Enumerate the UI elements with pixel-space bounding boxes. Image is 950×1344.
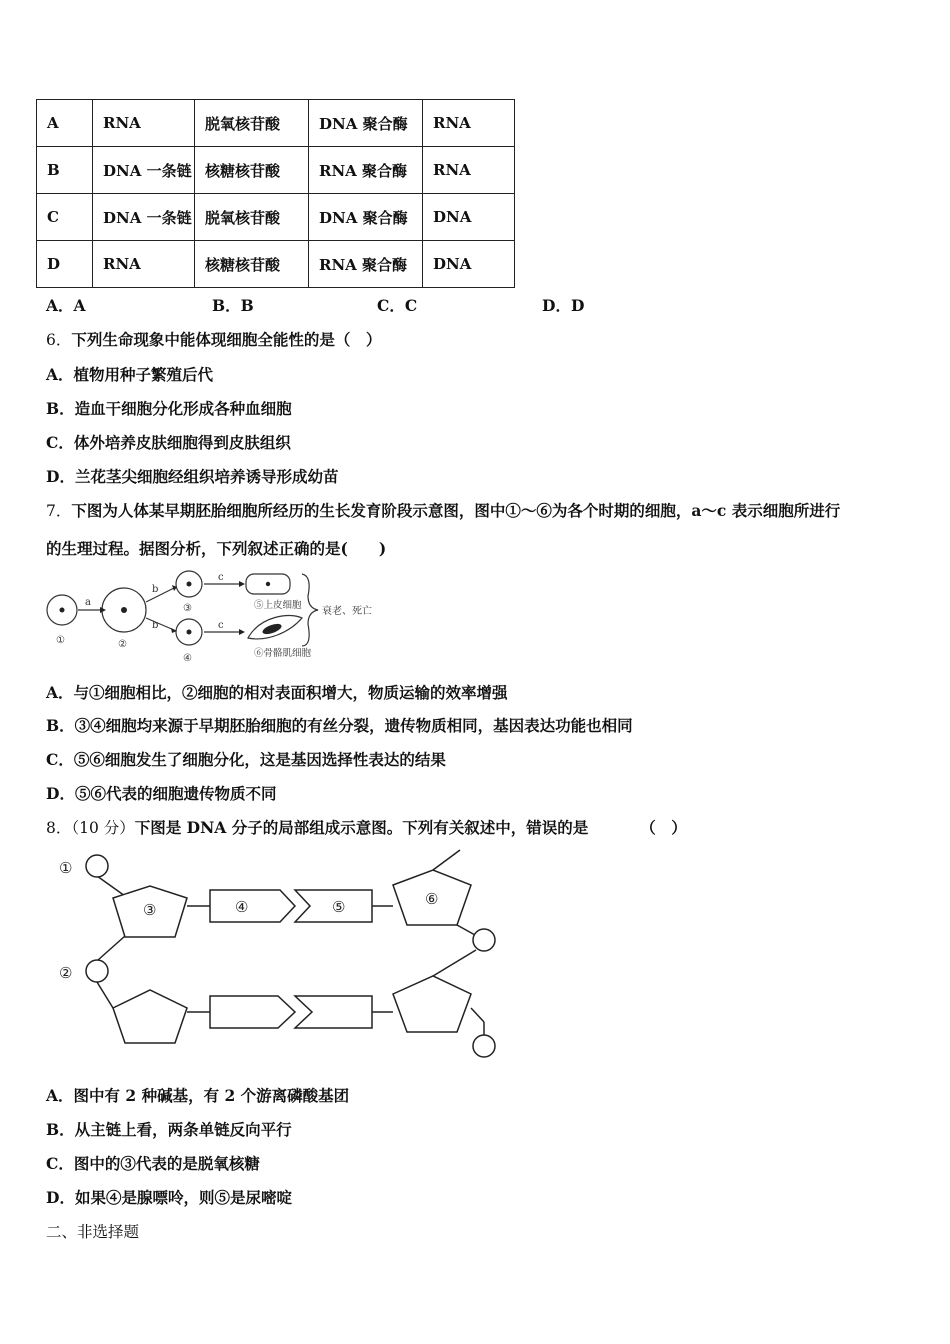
base-4 <box>210 890 295 922</box>
label-1: ① <box>59 859 73 877</box>
arrowhead <box>100 607 106 613</box>
table-cell: 核糖核苷酸 <box>195 241 309 288</box>
label-2: ② <box>118 639 127 650</box>
base-bottom-left <box>210 996 295 1028</box>
label-3: ③ <box>143 901 157 919</box>
phosphate-1 <box>86 855 108 877</box>
table-cell: A <box>37 100 93 147</box>
q8-option-b[interactable]: B．从主链上看，两条单链反向平行 <box>46 1120 292 1139</box>
label-5: ⑤ <box>332 898 346 916</box>
arrow-label-b: b <box>152 620 159 631</box>
table-cell: RNA <box>93 241 195 288</box>
label-6: ⑥ <box>425 890 439 908</box>
table-cell: 脱氧核苷酸 <box>195 100 309 147</box>
q7-stem-line2: 的生理过程。据图分析，下列叙述正确的是( ) <box>46 539 387 558</box>
phosphate-top-right <box>473 929 495 951</box>
base-bottom-right <box>295 996 372 1028</box>
pentose-bottom-left <box>113 990 187 1043</box>
table-cell: DNA 聚合酶 <box>309 194 423 241</box>
label-2: ② <box>59 964 73 982</box>
q6-option-a[interactable]: A．植物用种子繁殖后代 <box>46 365 214 384</box>
table-cell: RNA 聚合酶 <box>309 147 423 194</box>
choice-a[interactable]: A．A <box>46 296 86 315</box>
arrow-label-a: a <box>85 597 91 608</box>
label-4: ④ <box>183 653 192 664</box>
arrow-b-down <box>146 618 174 630</box>
table-cell: B <box>37 147 93 194</box>
q6-number: 6． <box>46 331 72 349</box>
q8-text: 下图是 DNA 分子的局部组成示意图。下列有关叙述中，错误的是 <box>134 818 589 837</box>
q8-option-c[interactable]: C．图中的③代表的是脱氧核糖 <box>46 1154 260 1173</box>
cell-6-label: ⑥骨骼肌细胞 <box>254 648 312 659</box>
choice-d[interactable]: D．D <box>542 296 585 315</box>
table-row <box>37 194 515 241</box>
answer-table <box>36 99 515 288</box>
cell-5-label: ⑤上皮细胞 <box>254 600 302 611</box>
table-cell: RNA <box>423 100 515 147</box>
q6-option-b[interactable]: B．造血干细胞分化形成各种血细胞 <box>46 399 292 418</box>
q6-stem <box>46 328 381 350</box>
table-row <box>37 100 515 147</box>
cell-development-figure <box>40 566 390 666</box>
arrow-label-b: b <box>152 584 159 595</box>
label-4: ④ <box>235 898 249 916</box>
table-cell: DNA 一条链 <box>93 194 195 241</box>
q8-number: 8． <box>46 819 72 837</box>
arrow-label-c: c <box>218 572 224 583</box>
q7-text: 下图为人体某早期胚胎细胞所经历的生长发育阶段示意图，图中①～⑥为各个时期的细胞，a～c 表示细胞所进行 <box>71 501 841 520</box>
q8-score: （10 分） <box>71 819 135 837</box>
table-cell: 脱氧核苷酸 <box>195 194 309 241</box>
q8-option-a[interactable]: A．图中有 2 种碱基，有 2 个游离磷酸基团 <box>46 1086 350 1105</box>
q6-text: 下列生命现象中能体现细胞全能性的是（ ） <box>71 330 382 349</box>
table-cell: RNA <box>423 147 515 194</box>
q7-number: 7． <box>46 502 72 520</box>
table-cell: DNA <box>423 194 515 241</box>
q7-stem-line1 <box>46 499 840 521</box>
table-cell: C <box>37 194 93 241</box>
arrowhead <box>239 581 245 587</box>
arrowhead <box>239 629 245 635</box>
table-row <box>37 147 515 194</box>
table-cell: RNA 聚合酶 <box>309 241 423 288</box>
label-1: ① <box>56 635 65 646</box>
q7-option-b[interactable]: B．③④细胞均来源于早期胚胎细胞的有丝分裂，遗传物质相同，基因表达功能也相同 <box>46 716 633 735</box>
q7-option-c[interactable]: C．⑤⑥细胞发生了细胞分化，这是基因选择性表达的结果 <box>46 750 446 769</box>
table-cell: D <box>37 241 93 288</box>
phosphate-bottom-right <box>473 1035 495 1057</box>
arrow-label-c: c <box>218 620 224 631</box>
choice-b[interactable]: B．B <box>212 296 254 315</box>
q8-bracket: （ ） <box>640 818 687 837</box>
pentose-bottom-right <box>393 976 471 1032</box>
table-cell: RNA <box>93 100 195 147</box>
q7-option-a[interactable]: A．与①细胞相比，②细胞的相对表面积增大，物质运输的效率增强 <box>46 683 508 702</box>
table-cell: DNA 聚合酶 <box>309 100 423 147</box>
fate-label: 衰老、死亡 <box>322 606 372 617</box>
choice-c[interactable]: C．C <box>377 296 418 315</box>
q6-option-c[interactable]: C．体外培养皮肤细胞得到皮肤组织 <box>46 433 291 452</box>
phosphate-2 <box>86 960 108 982</box>
q6-option-d[interactable]: D．兰花茎尖细胞经组织培养诱导形成幼苗 <box>46 467 339 486</box>
table-cell: 核糖核苷酸 <box>195 147 309 194</box>
section-heading: 二、非选择题 <box>46 1223 140 1241</box>
table-row <box>37 241 515 288</box>
brace <box>302 574 318 646</box>
arrow-b-up <box>146 588 174 602</box>
table-cell: DNA <box>423 241 515 288</box>
q8-option-d[interactable]: D．如果④是腺嘌呤，则⑤是尿嘧啶 <box>46 1188 292 1207</box>
q7-option-d[interactable]: D．⑤⑥代表的细胞遗传物质不同 <box>46 784 277 803</box>
q8-stem <box>46 816 687 838</box>
label-3: ③ <box>183 603 192 614</box>
dna-structure-figure <box>50 848 510 1066</box>
table-cell: DNA 一条链 <box>93 147 195 194</box>
